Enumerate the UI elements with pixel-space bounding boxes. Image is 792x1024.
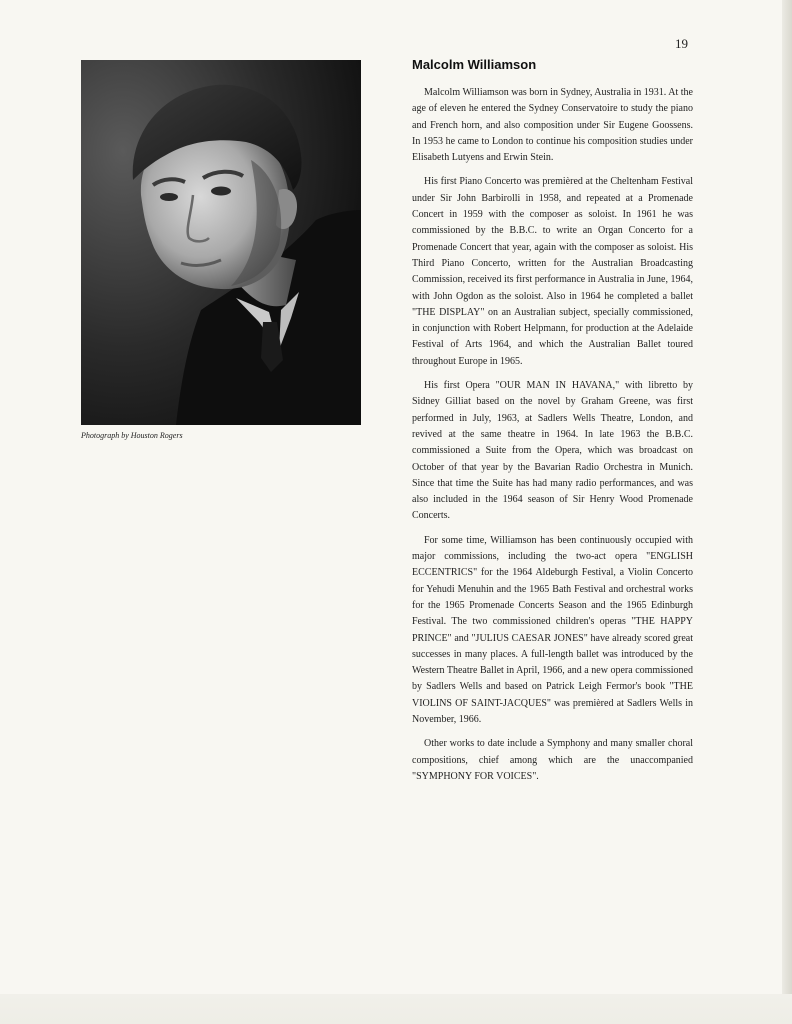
portrait-photo: [81, 60, 361, 425]
article-paragraph: Malcolm Williamson was born in Sydney, Australia in 1931. At the age of eleven he entered the Sydney Conservatoire to study the piano and French horn, and also composition under Sir Eugene Goossens. In 1953 he came to London to continue his composition studies under Elisabeth Lutyens and Erwin Stein.: [412, 87, 693, 164]
page-bottom-margin: [0, 994, 792, 1024]
article-paragraph: For some time, Williamson has been continuously occupied with major commissions, including the two-act opera "ENGLISH ECCENTRICS" for the 1964 Aldeburgh Festival, a Violin Concerto for Yehudi Menuhin and the 1965 Bath Festival and orchestral works for the 1965 Promenade Concerts Season and the 1965 Edinburgh Festival. The two commissioned children's operas "THE HAPPY PRINCE" and "JULIUS CAESAR JONES" have already scored great successes in many places. A full-length ballet was introduced by the Western Theatre Ballet in April, 1966, and a new opera commissioned by Sadlers Wells and based on Patrick Leigh Fermor's book "THE VIOLINS OF SAINT-JACQUES" was premièred at Sadlers Wells in November, 1966.: [412, 534, 693, 725]
photo-caption: Photograph by Houston Rogers: [81, 431, 183, 440]
article-paragraph: Other works to date include a Symphony and many smaller choral compositions, chief among which are the unaccompanied "SYMPHONY FOR VOICES".: [412, 738, 693, 782]
article-paragraph: His first Piano Concerto was premièred at the Cheltenham Festival under Sir John Barbirolli in 1958, and repeated at a Promenade Concert in 1959 with the composer as soloist. In 1961 he was commissioned by the B.B.C. to write an Organ Concerto for a Promenade Concert that year, again with the composer as soloist. His Third Piano Concerto, written for the Australian Broadcasting Commission, received its first performance in Australia in June, 1964, with John Ogdon as the soloist. Also in 1964 he completed a ballet "THE DISPLAY" on an Australian subject, specially commissioned, in conjunction with Robert Helpmann, for production at the Adelaide Festival of Arts 1964, and which the Australian Ballet toured throughout Europe in 1965.: [412, 176, 693, 367]
portrait-photo-image: [81, 60, 361, 425]
article-body: [412, 57, 693, 793]
article-title: Malcolm Williamson: [412, 57, 537, 72]
page-number: 19: [675, 36, 688, 51]
page-edge: [782, 0, 792, 1024]
article-paragraph: His first Opera "OUR MAN IN HAVANA," with libretto by Sidney Gilliat based on the novel by Graham Greene, was first performed in July, 1963, at Sadlers Wells Theatre, London, and revived at the same theatre in 1964. In late 1963 the B.B.C. commissioned a Suite from the Opera, which was broadcast on October of that year by the Bavarian Radio Orchestra in Munich. Since that time the Suite has had many radio performances, and was also included in the 1964 season of Sir Henry Wood Promenade Concerts.: [412, 380, 693, 522]
